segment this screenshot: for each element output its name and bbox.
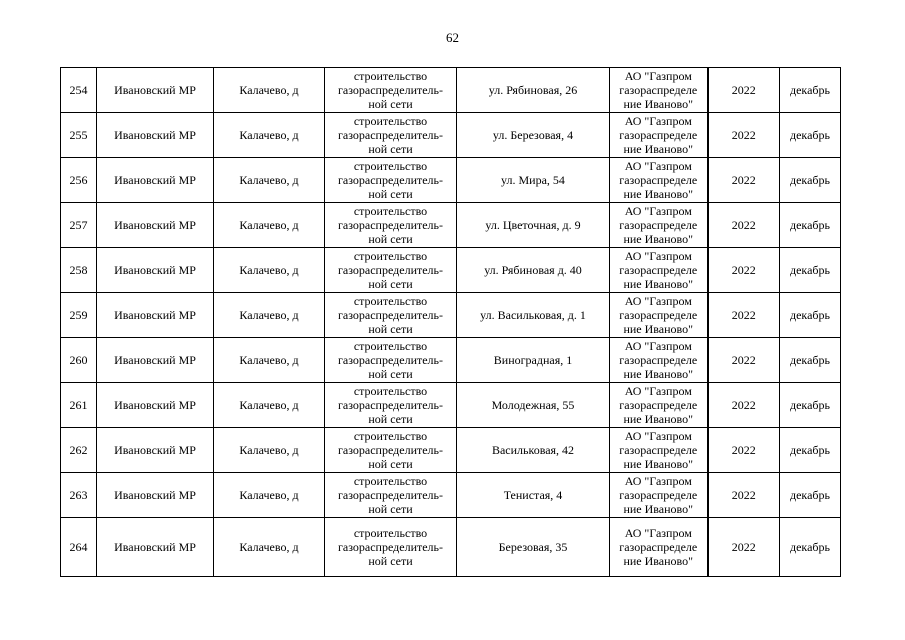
work-type-cell: строительство газораспределитель- ной сети [325,428,457,473]
year-cell: 2022 [708,518,780,577]
work-type-cell: строительство газораспределитель- ной сети [325,293,457,338]
row-number-cell: 255 [61,113,97,158]
district-cell: Ивановский МР [97,518,214,577]
address-cell: ул. Рябиновая, 26 [457,68,610,113]
table-body [61,68,841,577]
work-type-cell: строительство газораспределитель- ной сети [325,248,457,293]
row-number-cell: 262 [61,428,97,473]
settlement-cell: Калачево, д [214,203,325,248]
settlement-cell: Калачево, д [214,383,325,428]
month-cell: декабрь [780,68,841,113]
organization-cell: АО "Газпром газораспределе ние Иваново" [610,158,708,203]
month-cell: декабрь [780,428,841,473]
settlement-cell: Калачево, д [214,473,325,518]
address-cell: ул. Цветочная, д. 9 [457,203,610,248]
row-number-cell: 258 [61,248,97,293]
month-cell: декабрь [780,293,841,338]
table-row [61,383,841,428]
month-cell: декабрь [780,203,841,248]
year-cell: 2022 [708,338,780,383]
table-row [61,248,841,293]
year-cell: 2022 [708,248,780,293]
row-number-cell: 260 [61,338,97,383]
work-type-cell: строительство газораспределитель- ной сети [325,113,457,158]
table-row [61,428,841,473]
table-row [61,473,841,518]
work-type-cell: строительство газораспределитель- ной сети [325,68,457,113]
work-type-cell: строительство газораспределитель- ной сети [325,473,457,518]
address-cell: Виноградная, 1 [457,338,610,383]
row-number-cell: 261 [61,383,97,428]
row-number-cell: 256 [61,158,97,203]
organization-cell: АО "Газпром газораспределе ние Иваново" [610,248,708,293]
district-cell: Ивановский МР [97,203,214,248]
work-type-cell: строительство газораспределитель- ной сети [325,203,457,248]
month-cell: декабрь [780,518,841,577]
organization-cell: АО "Газпром газораспределе ние Иваново" [610,68,708,113]
table-row [61,113,841,158]
year-cell: 2022 [708,203,780,248]
organization-cell: АО "Газпром газораспределе ние Иваново" [610,338,708,383]
settlement-cell: Калачево, д [214,248,325,293]
row-number-cell: 263 [61,473,97,518]
row-number-cell: 264 [61,518,97,577]
address-cell: Березовая, 35 [457,518,610,577]
month-cell: декабрь [780,113,841,158]
district-cell: Ивановский МР [97,113,214,158]
district-cell: Ивановский МР [97,473,214,518]
settlement-cell: Калачево, д [214,113,325,158]
organization-cell: АО "Газпром газораспределе ние Иваново" [610,203,708,248]
work-type-cell: строительство газораспределитель- ной сети [325,158,457,203]
row-number-cell: 254 [61,68,97,113]
gas-network-table [60,67,841,577]
address-cell: ул. Рябиновая д. 40 [457,248,610,293]
year-cell: 2022 [708,473,780,518]
organization-cell: АО "Газпром газораспределе ние Иваново" [610,383,708,428]
organization-cell: АО "Газпром газораспределе ние Иваново" [610,113,708,158]
district-cell: Ивановский МР [97,383,214,428]
year-cell: 2022 [708,428,780,473]
row-number-cell: 257 [61,203,97,248]
address-cell: ул. Мира, 54 [457,158,610,203]
month-cell: декабрь [780,158,841,203]
address-cell: Молодежная, 55 [457,383,610,428]
table-row [61,158,841,203]
settlement-cell: Калачево, д [214,428,325,473]
year-cell: 2022 [708,293,780,338]
table-row [61,203,841,248]
organization-cell: АО "Газпром газораспределе ние Иваново" [610,428,708,473]
district-cell: Ивановский МР [97,68,214,113]
page-number: 62 [446,30,459,45]
district-cell: Ивановский МР [97,248,214,293]
month-cell: декабрь [780,338,841,383]
year-cell: 2022 [708,68,780,113]
settlement-cell: Калачево, д [214,518,325,577]
organization-cell: АО "Газпром газораспределе ние Иваново" [610,473,708,518]
address-cell: ул. Васильковая, д. 1 [457,293,610,338]
district-cell: Ивановский МР [97,293,214,338]
settlement-cell: Калачево, д [214,338,325,383]
work-type-cell: строительство газораспределитель- ной сети [325,518,457,577]
month-cell: декабрь [780,248,841,293]
table-row [61,338,841,383]
district-cell: Ивановский МР [97,428,214,473]
row-number-cell: 259 [61,293,97,338]
month-cell: декабрь [780,473,841,518]
year-cell: 2022 [708,383,780,428]
settlement-cell: Калачево, д [214,158,325,203]
organization-cell: АО "Газпром газораспределе ние Иваново" [610,293,708,338]
address-cell: ул. Березовая, 4 [457,113,610,158]
address-cell: Тенистая, 4 [457,473,610,518]
district-cell: Ивановский МР [97,158,214,203]
table-row [61,518,841,577]
work-type-cell: строительство газораспределитель- ной сети [325,383,457,428]
year-cell: 2022 [708,113,780,158]
address-cell: Васильковая, 42 [457,428,610,473]
work-type-cell: строительство газораспределитель- ной сети [325,338,457,383]
month-cell: декабрь [780,383,841,428]
table-row [61,293,841,338]
table-row [61,68,841,113]
settlement-cell: Калачево, д [214,293,325,338]
settlement-cell: Калачево, д [214,68,325,113]
organization-cell: АО "Газпром газораспределе ние Иваново" [610,518,708,577]
year-cell: 2022 [708,158,780,203]
district-cell: Ивановский МР [97,338,214,383]
